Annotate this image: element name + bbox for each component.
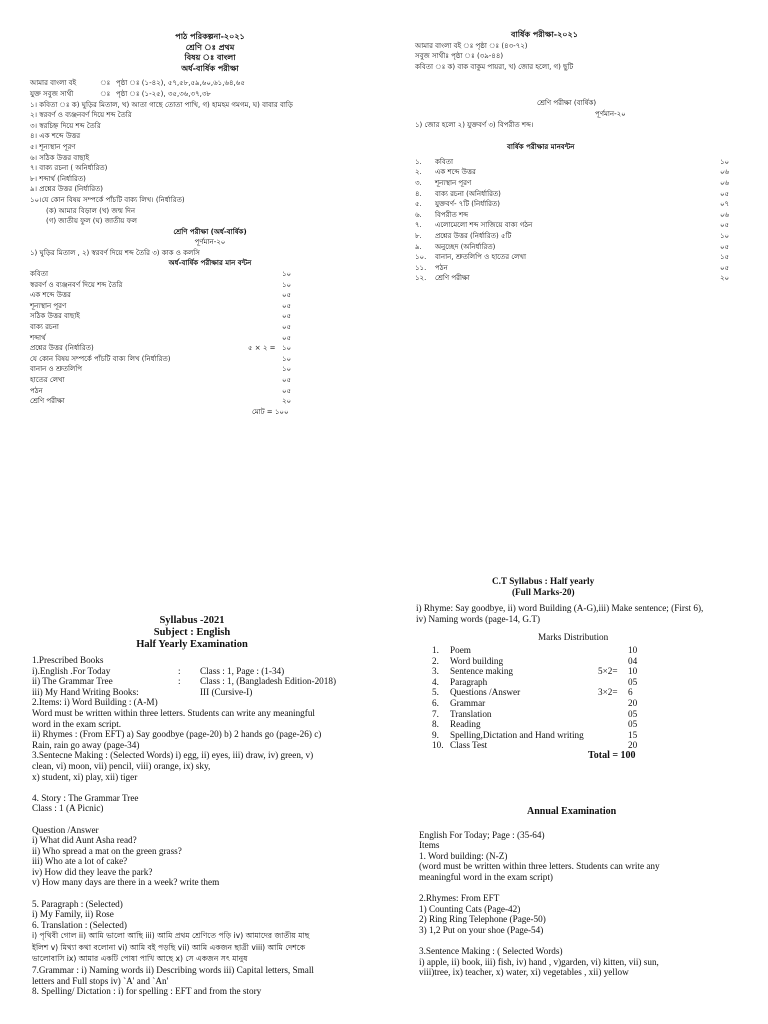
english-annual-line: Items [419, 840, 440, 851]
english-annual-line: i) apple, ii) book, iii) fish, iv) hand , v)garden, vi) kitten, vii) sun, [419, 956, 659, 967]
dist-value: ০৫ [720, 221, 730, 230]
dist-no: 2. [432, 655, 439, 666]
dist-label: এক শব্দে উত্তর [435, 168, 476, 177]
english-half-line: ii) Rhymes : (From EFT) a) Say goodbye (page-20) b) 2 hands go (page-26) c) [32, 729, 322, 740]
dist-no: ১১. [415, 263, 427, 272]
dist-no: ৪. [415, 189, 422, 198]
bangla-half-dist-title: অর্ধ-বার্ষিক পরীক্ষার মান বন্টন [168, 259, 252, 268]
dist-value: ০৫ [282, 386, 292, 395]
dist-row [415, 242, 735, 253]
dist-row [416, 698, 756, 709]
dist-value: ১০ [282, 280, 292, 289]
bangla-item: ১। কবিতা ঃ ক) ঘুড়ির মিতাল, খ) আতা গাছে তোতা পাখি, গ) হামহম গমগম, ঘ) বাবার বাড়ি [30, 100, 293, 109]
bangla-half-ct-marks: পূর্ণমান-২০ [194, 238, 226, 247]
english-annual-line: 2.Rhymes: From EFT [419, 893, 500, 904]
english-ct-section [416, 576, 756, 762]
bangla-item: (গ) জাতীয় ফুল (ঘ) জাতীয় ফল [46, 217, 137, 226]
dist-no: ৬. [415, 210, 422, 219]
book-name: i).English .For Today [32, 665, 111, 676]
english-annual-line: 1. Word building: (N-Z) [419, 850, 508, 861]
dist-label: Class Test [450, 740, 488, 751]
english-half-line: ভালোবাসি ix) আমার একটি পোষা পাখি আছে x) সে একজন সৎ মানুষ [32, 954, 248, 964]
dist-value: 05 [628, 708, 638, 719]
dist-label: Questions /Answer [450, 687, 521, 698]
dist-row [415, 263, 735, 274]
dist-total-row [30, 407, 390, 418]
dist-value: ১০ [282, 354, 292, 363]
dist-label: Sentence making [450, 666, 514, 677]
dist-total: মোট = ১০০ [252, 407, 289, 416]
dist-label: Paragraph [450, 676, 488, 687]
dist-row [416, 666, 756, 677]
dist-row [415, 220, 735, 231]
bangla-item: ৩। স্বরচিহ্ন দিয়ে শব্দ তৈরি [30, 121, 101, 130]
dist-label: কবিতা [30, 270, 49, 279]
dist-value: 20 [628, 740, 638, 751]
dist-label: Word building [450, 655, 504, 666]
dist-row [415, 231, 735, 242]
dist-label: স্বরবর্ণ ও ব্যঞ্জনবর্ণ দিয়ে শব্দ তৈরি [30, 280, 123, 289]
dist-row [416, 645, 756, 656]
dist-value: 10 [628, 666, 638, 677]
dist-label: হাতের লেখা [30, 376, 65, 384]
dist-label: পঠন [30, 386, 43, 395]
dist-label: যে কোন বিষয় সম্পর্কে পাঁচটি বাক্য লিখ (নির্ধারিত) [30, 354, 171, 363]
dist-label: এলোমেলো শব্দ সাজিয়ে বাক্য গঠন [435, 221, 533, 230]
dist-no: ৯. [415, 242, 422, 251]
english-annual-blank [419, 883, 759, 894]
dist-value: ১০ [720, 157, 730, 166]
english-annual-line: 3.Sentence Making : ( Selected Words) [419, 946, 563, 957]
english-half-line: iv) How did they leave the park? [32, 866, 153, 877]
dist-label: বাক্য রচনা (অনির্ধারিত) [435, 189, 501, 198]
dist-value: ১০ [282, 365, 292, 374]
dist-value: ০৫ [282, 323, 292, 332]
dist-row [416, 656, 756, 667]
bangla-book-name: যুক্ত সবুজ সাথী [30, 89, 74, 98]
dist-row [30, 269, 390, 280]
dist-no: ৩. [415, 178, 422, 187]
dist-row [30, 311, 390, 322]
dist-value: ০৫ [720, 189, 730, 198]
book-sep: : [178, 676, 181, 687]
book-detail: Class : 1, (Bangladesh Edition-2018) [200, 676, 337, 687]
bangla-annual-section [415, 30, 735, 284]
dist-value: ২০ [282, 397, 292, 406]
dist-no: 1. [432, 644, 439, 655]
dist-row [415, 189, 735, 200]
english-ct-dist-table [416, 645, 756, 762]
dist-label: পঠন [435, 263, 448, 272]
dist-row [415, 157, 735, 168]
dist-no: 3. [432, 666, 439, 677]
bangla-item: ১০।যে কোন বিষয় সম্পর্কে পাঁচটি বাক্য লিখ। (নির্ধারিত) [30, 195, 185, 204]
english-half-line: letters and Full stops iv) `A' and `An' [32, 975, 169, 986]
dist-no: 10. [432, 740, 444, 751]
dist-value: ০৫ [282, 291, 292, 300]
dist-row [30, 375, 390, 386]
bangla-half-subject: বিষয় ঃ বাংলা [184, 53, 236, 63]
dist-value: ২০ [720, 274, 730, 283]
bangla-item: ২। স্বরবর্ণ ও ব্যঞ্জনবর্ণ দিয়ে শব্দ তৈরি [30, 111, 132, 120]
dist-no: ১০. [415, 253, 427, 262]
english-half-line: i) পৃথিবী গোল ii) আমি ভালো আছি iii) আমি প্রথম শ্রেণিতে পড়ি iv) আমাদের জাতীয় মাছ [32, 931, 310, 941]
english-half-title: Syllabus -2021 [159, 615, 225, 626]
dist-label: Poem [450, 644, 471, 655]
dist-label: শূন্যস্থান পূরণ [30, 301, 67, 310]
bangla-half-dist-table [30, 269, 390, 417]
dist-value: ০৫ [282, 376, 292, 384]
bangla-annual-line: কবিতা ঃ ক) বাক বাকুম পায়রা, খ) জোর হলো, গ) ছুটি [415, 62, 574, 71]
dist-value: ০৫ [282, 312, 292, 321]
english-half-line: v) How many days are there in a week? write them [32, 877, 220, 888]
bangla-half-exam: অর্ধ-বার্ষিক পরীক্ষা [181, 63, 239, 73]
dist-row [30, 343, 390, 354]
dist-row [416, 730, 756, 741]
dist-no: ১২. [415, 274, 427, 283]
book-name: ii) The Grammar Tree [32, 676, 113, 687]
bangla-book-row [30, 89, 390, 100]
dist-label: সঠিক উত্তর বাছাই [30, 312, 80, 321]
bangla-half-ct-title: শ্রেণি পরীক্ষা (অর্ধ-বার্ষিক) [173, 227, 247, 236]
english-ct-marks: (Full Marks-20) [512, 586, 575, 597]
dist-label: বানান ও শ্রুতলিপি [30, 365, 83, 374]
dist-value: 15 [628, 729, 638, 740]
english-half-line: Question /Answer [32, 824, 99, 835]
english-half-line: 6. Translation : (Selected) [32, 919, 127, 930]
dist-value: 10 [628, 644, 638, 655]
dist-row [30, 354, 390, 365]
dist-value: ০৫ [720, 242, 730, 251]
dist-row [30, 322, 390, 333]
english-half-line: ii) Who spread a mat on the green grass? [32, 845, 182, 856]
bangla-annual-ct-marks: পূর্ণমান-২০ [595, 109, 626, 118]
english-half-line: 3.Sentecne Making : (Selected Words) i) egg, ii) eyes, iii) draw, iv) green, v) [32, 750, 314, 761]
dist-row [30, 290, 390, 301]
english-annual-section [419, 807, 759, 978]
dist-label: Reading [450, 719, 481, 730]
dist-no: 8. [432, 719, 439, 730]
dist-value: ১০ [282, 344, 292, 353]
bangla-book-pages: পৃষ্ঠা ঃ (১-৪২), ৫৭,৫৮,৫৯,৬০,৬১,৬৪,৬৫ [116, 79, 245, 88]
dist-no: ৭. [415, 221, 422, 230]
dist-value: ০৬ [720, 168, 730, 177]
dist-value: ১৫ [720, 253, 730, 262]
english-half-line: ইলিশ v) মিথ্যা কথা বলোনা vi) আমি বই পড়ছি vii) আমি একজন ছাত্রী viii) আমি দেশকে [32, 942, 306, 952]
bangla-annual-dist-title: বার্ষিক পরীক্ষার মানবন্টন [507, 143, 575, 152]
dist-value: ০৫ [282, 333, 292, 342]
english-half-section [32, 615, 392, 997]
english-ct-rhyme: iv) Naming words (page-14, G.T) [416, 613, 540, 624]
bangla-annual-line: সবুজ সাথীঃ পৃষ্ঠা ঃ (৩৯-৪৪) [415, 52, 504, 61]
english-half-blank [32, 782, 392, 793]
dist-row [415, 199, 735, 210]
english-annual-line: (word must be written within three letters. Students can write any [419, 861, 660, 872]
book-detail: III (Cursive-I) [200, 686, 253, 697]
english-half-exam: Half Yearly Examination [136, 639, 248, 650]
dist-row [416, 740, 756, 751]
english-annual-blank [419, 936, 759, 947]
dist-formula: ৫ × ২ = [248, 344, 276, 353]
dist-row [30, 301, 390, 312]
english-ct-rhyme: i) Rhyme: Say goodbye, ii) word Building (A-G),iii) Make sentence; (First 6), [416, 603, 704, 614]
dist-value: ১০ [720, 231, 730, 240]
book-row [32, 666, 392, 677]
dist-label: Spelling,Dictation and Hand writing [450, 729, 584, 740]
dist-total-row [416, 751, 756, 762]
book-detail: Class : 1, Page : (1-34) [200, 665, 285, 676]
english-half-line: iii) Who ate a lot of cake? [32, 856, 128, 867]
dist-label: বাক্য রচনা [30, 323, 59, 332]
dist-label: প্রশ্নের উত্তর (নির্ধারিত) [30, 344, 94, 353]
dist-row [416, 709, 756, 720]
bangla-item: ৮। শব্দার্থ (নির্ধারিত) [30, 174, 86, 183]
dist-no: 6. [432, 697, 439, 708]
dist-value: ০৫ [720, 263, 730, 272]
book-row [32, 676, 392, 687]
dist-label: কবিতা [435, 157, 454, 166]
english-annual-line: viii)tree, ix) teacher, x) water, xi) vegetables , xii) yellow [419, 967, 629, 978]
english-half-line: Rain, rain go away (page-34) [32, 739, 140, 750]
dist-value: 6 [628, 687, 633, 698]
dist-label: বানান, শ্রুতলিপি ও হাতের লেখা [435, 253, 526, 262]
bangla-half-class: শ্রেণি ঃ প্রথম [185, 42, 235, 52]
bangla-book-name: আমার বাংলা বই [30, 79, 77, 88]
english-annual-line: 2) Ring Ring Telephone (Page-50) [419, 914, 546, 925]
bangla-item: ৯। প্রশ্নের উত্তর (নির্ধারিত) [30, 185, 104, 194]
dist-value: 05 [628, 719, 638, 730]
dist-no: ৮. [415, 231, 422, 240]
dist-label: অনুচ্ছেদ (অনির্ধারিত) [435, 242, 496, 251]
bangla-item: ৫। শূন্যস্থান পূরণ [30, 142, 76, 151]
english-annual-line: meaningful word in the exam script) [419, 871, 553, 882]
dist-row [415, 178, 735, 189]
bangla-item: ৭। বাক্য রচনা ( অনির্ধারিত) [30, 164, 108, 173]
bangla-book-sep: ঃ [100, 89, 111, 98]
english-half-line: Class : 1 (A Picnic) [32, 803, 104, 814]
dist-no: 4. [432, 676, 439, 687]
dist-formula: 3×2= [598, 687, 618, 698]
dist-label: শূন্যস্থান পূরণ [435, 178, 472, 187]
dist-row [415, 252, 735, 263]
dist-row [30, 280, 390, 291]
dist-row [416, 687, 756, 698]
bangla-annual-title: বার্ষিক পরীক্ষা-২০২১ [511, 30, 578, 39]
dist-value: ০৬ [720, 178, 730, 187]
dist-row [30, 333, 390, 344]
bangla-item: (ক) আমার বিড়াল (খ) জন্ম দিন [46, 206, 136, 215]
english-half-line: i) My Family, ii) Rose [32, 909, 114, 920]
english-annual-line: English For Today; Page : (35-64) [419, 829, 545, 840]
english-half-subject: Subject : English [153, 627, 231, 638]
english-annual-line: 3) 1,2 Put on your shoe (Page-54) [419, 924, 544, 935]
dist-label: প্রশ্নের উত্তর (নির্ধারিত) ৫টি [435, 231, 512, 240]
dist-row [415, 210, 735, 221]
english-half-line: 5. Paragraph : (Selected) [32, 898, 123, 909]
dist-label: শ্রেণি পরীক্ষা [30, 397, 65, 406]
bangla-item: ৬। সঠিক উত্তর বাছাই [30, 153, 90, 162]
dist-no: 5. [432, 687, 439, 698]
bangla-item: ৪। এক শব্দে উত্তর [30, 132, 81, 141]
dist-row [415, 273, 735, 284]
bangla-half-ct-items: ১) ঘুড়ির মিতাল , ২) স্বরবর্ণ দিয়ে শব্দ তৈরি ৩) কাক ও কলসি [30, 248, 200, 257]
english-half-line: Word must be written within three letters. Students can write any meaningful [32, 707, 315, 718]
english-ct-dist-title: Marks Distribution [538, 632, 609, 643]
dist-label: শব্দার্থ [30, 333, 46, 342]
bangla-annual-dist-table [415, 157, 735, 284]
english-half-line: 4. Story : The Grammar Tree [32, 792, 139, 803]
dist-value: 05 [628, 676, 638, 687]
bangla-half-section [30, 32, 390, 417]
dist-row [30, 386, 390, 397]
english-annual-title: Annual Examination [527, 806, 617, 817]
dist-no: ১. [415, 157, 422, 166]
english-half-line: word in the exam script. [32, 718, 122, 729]
dist-total: Total = 100 [588, 749, 636, 761]
bangla-annual-ct-title: শ্রেণি পরীক্ষা (বার্ষিক) [537, 99, 597, 108]
dist-label: এক শব্দে উত্তর [30, 291, 71, 300]
dist-no: 9. [432, 729, 439, 740]
bangla-book-row [30, 78, 390, 89]
bangla-book-sep: ঃ [100, 79, 111, 88]
dist-value: ০৫ [282, 301, 292, 310]
book-row [32, 687, 392, 698]
dist-value: 20 [628, 697, 638, 708]
dist-no: ৫. [415, 200, 422, 209]
dist-label: বিপরীত শব্দ [435, 210, 469, 219]
dist-label: শ্রেণি পরীক্ষা [435, 274, 470, 283]
dist-value: ০৬ [720, 210, 730, 219]
english-half-blank [32, 888, 392, 899]
dist-label: Translation [450, 708, 492, 719]
dist-value: ১০ [282, 270, 292, 279]
book-name: iii) My Hand Writing Books: [32, 686, 139, 697]
dist-row [416, 677, 756, 688]
english-half-line: 7.Grammar : i) Naming words ii) Describing words iii) Capital letters, Small [32, 964, 314, 975]
bangla-annual-ct-items: ১) জোর হলো ২) যুক্তবর্ণ ৩) বিপরীত শব্দ। [415, 120, 534, 129]
english-half-line: clean, vi) moon, vii) pencil, viii) orange, ix) sky, [32, 760, 211, 771]
dist-row [30, 364, 390, 375]
english-half-line: x) student, xi) play, xii) tiger [32, 771, 138, 782]
book-sep: : [178, 665, 181, 676]
dist-value: ০৭ [720, 200, 730, 209]
english-ct-title: C.T Syllabus : Half yearly [492, 576, 595, 586]
dist-row [416, 719, 756, 730]
english-half-line: 1.Prescribed Books [32, 655, 104, 665]
dist-value: 04 [628, 655, 638, 666]
english-half-line: i) What did Aunt Asha read? [32, 835, 137, 846]
bangla-annual-line: আমার বাংলা বই ঃ পৃষ্ঠা ঃ (৪৩-৭২) [415, 41, 528, 50]
bangla-half-title: পাঠ পরিকল্পনা-২০২১ [175, 32, 245, 41]
dist-label: Grammar [450, 697, 486, 708]
dist-row [30, 396, 390, 407]
english-annual-line: 1) Counting Cats (Page-42) [419, 903, 521, 914]
dist-row [415, 167, 735, 178]
english-half-line: 2.Items: i) Word Building : (A-M) [32, 697, 158, 708]
dist-label: যুক্তবর্ণ- ৭টি (নির্ধারিত) [435, 200, 501, 209]
bangla-book-pages: পৃষ্ঠা ঃ (১-২৫), ৩৫,৩৬,৩৭,৩৮ [116, 89, 211, 98]
dist-no: 7. [432, 708, 439, 719]
english-half-blank [32, 814, 392, 825]
dist-no: ২. [415, 168, 422, 177]
english-half-line: 8. Spelling/ Dictation : i) for spelling : EFT and from the story [32, 986, 262, 997]
dist-formula: 5×2= [598, 666, 618, 677]
